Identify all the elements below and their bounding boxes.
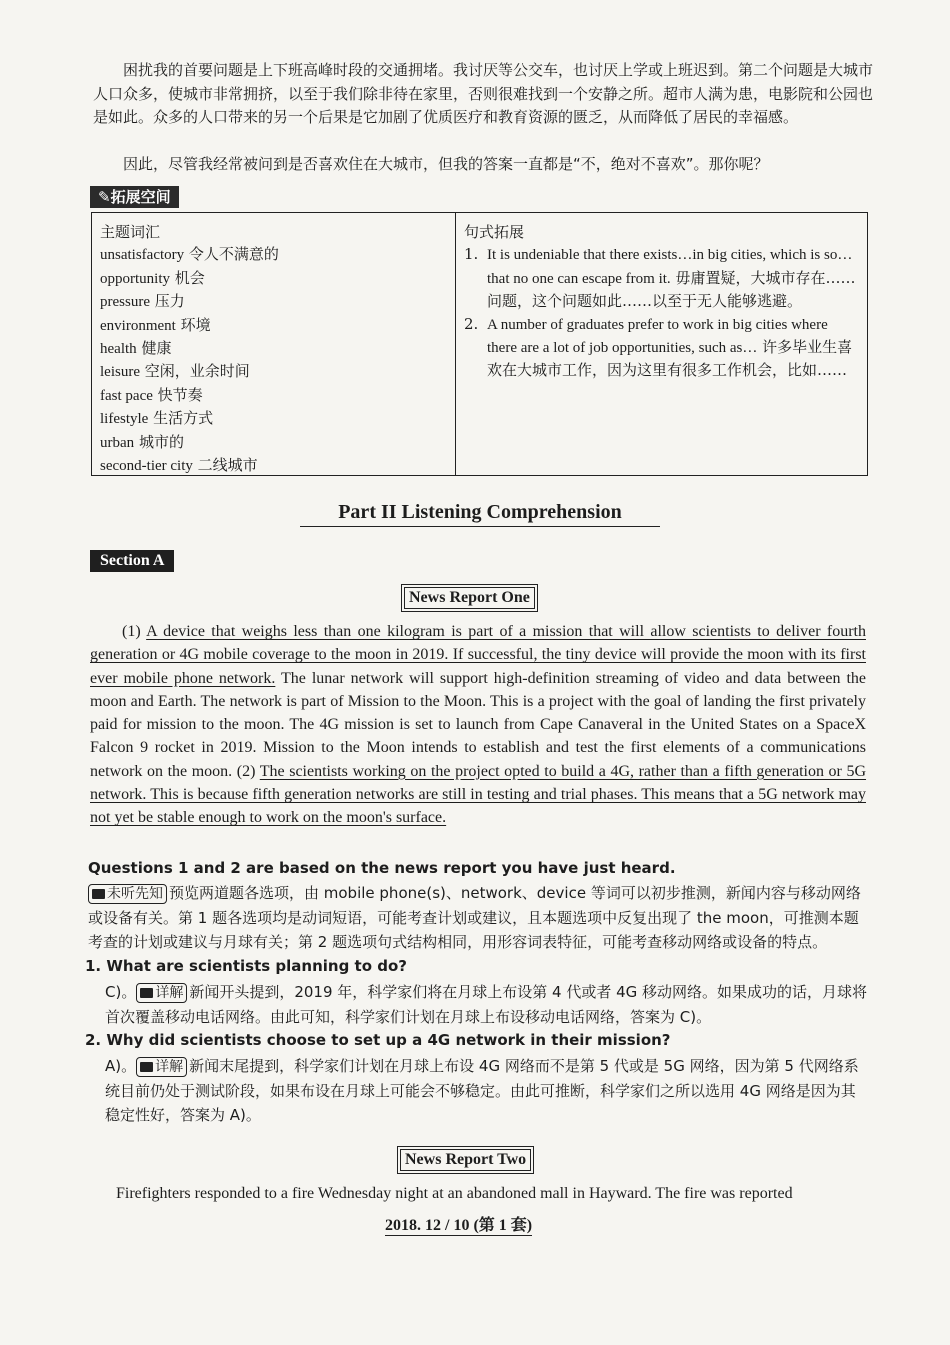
vocab-item [100,407,450,430]
question-2: 2. Why did scientists choose to set up a 4G network in their mission? [85,1031,671,1049]
preview-paragraph [88,881,870,955]
vocab-en: second-tier city [100,458,193,475]
pencil-icon: ✎ [98,188,111,206]
preview-badge-label: 未听先知 [107,886,163,902]
pattern-item [464,243,861,312]
answer-2-text: 新闻末尾提到，科学家们计划在月球上布设 4G 网络而不是第 5 代或是 5G 网络，因为第 5 代网络系统目前仍处于测试阶段，如果布设在月球上可能会不够稳定。由此可推断，科学家们之所以选用 4G 网络是因为其稳定性好，答案为 A)。 [105,1057,859,1124]
preview-text: 预览两道题各选项，由 mobile phone(s)、network、device 等词可以初步推测，新闻内容与移动网络或设备有关。第 1 题各选项均是动词短语，可能考查计划或建议，且本题选项中反复出现了 the moon，可推测本题考查的计划或建议与月球有关；第 2 题选项句式结构相同，用形容词表特征，可能考查移动网络或设备的特点。 [88,884,861,951]
vocab-item [100,243,450,266]
vocab-en: urban [100,434,135,451]
vocab-item [100,314,450,337]
vocab-item [100,337,450,360]
vocab-cn: 令人不满意的 [188,245,279,264]
pattern-title: 句式拓展 [464,223,525,241]
expand-table [91,212,868,476]
pattern-number: 1. [464,245,479,264]
question-1: 1. What are scientists planning to do? [85,957,407,975]
vocab-item [100,384,450,407]
vocab-cn: 压力 [154,292,185,311]
news-report-one-text [90,620,866,830]
vocab-en: pressure [100,294,150,311]
marker-1: (1) [122,623,141,640]
book-icon [140,988,153,998]
vocab-item [100,431,450,454]
preview-badge [88,884,167,904]
news-report-two-body: Firefighters responded to a fire Wednesday night at an abandoned mall in Hayward. The fire was reported [116,1185,793,1202]
vocab-en: lifestyle [100,411,149,428]
pattern-cn: 许多毕业生喜欢在大城市工作，因为这里有很多工作机会，比如…… [487,338,853,380]
answer-1-text: 新闻开头提到，2019 年，科学家们将在月球上布设第 4 代或者 4G 移动网络。如果成功的话，月球将首次覆盖移动电话网络。由此可知，科学家们计划在月球上布设移动电话网络，答案为 C)。 [105,983,868,1026]
section-label: Section A [90,550,174,572]
news-report-two-text [90,1182,880,1206]
pattern-number: 2. [464,314,479,333]
intro-paragraph-2 [93,153,876,177]
vocab-en: health [100,341,137,358]
vocab-en: environment [100,317,176,334]
vocab-list [100,243,450,477]
marker-2: (2) [236,762,256,780]
vocab-cn: 机会 [174,268,205,287]
vocab-en: opportunity [100,270,170,287]
vocab-cn: 生活方式 [153,409,214,428]
detail-badge-1 [136,983,187,1003]
news-report-two-title: News Report Two [400,1149,531,1171]
vocab-cn: 空闲，业余时间 [144,362,250,381]
underlined-sentence-2: The scientists working on the project opted to build a 4G, rather than a fifth generation or 5G network. This is because fifth generation networks are still in testing and trial phases. This means that a 5G network may not yet be stable enough to work on the moon's surface. [90,762,867,827]
detail-badge-2-label: 详解 [155,1059,184,1075]
vocab-cn: 二线城市 [197,456,258,475]
book-icon [140,1062,153,1072]
news-report-one-title: News Report One [404,587,535,609]
vocab-item [100,267,450,290]
underlined-sentence-1: A device that weighs less than one kilogram is part of a mission that will allow scientists to deliver fourth generation or 4G mobile coverage to the moon in 2019. If successful, the tiny device will provide the moon with its first ever mobile phone network. [90,623,866,687]
expand-tag [90,186,179,208]
vocab-cn: 城市的 [138,432,184,451]
answer-1 [105,980,870,1029]
answer-2-letter: A)。 [105,1057,137,1075]
vocab-cn: 健康 [141,339,172,358]
page-footer: 2018. 12 / 10 (第 1 套) [385,1212,532,1236]
vocab-en: fast pace [100,387,153,404]
news-body: The lunar network will support high-definition streaming of video and data between the moon and Earth. The network is part of Mission to the Moon. This is a project with the goal of landing the first privately paid for mission to the moon. The 4G mission is set to launch from Cape Canaveral in the United States on a SpaceX Falcon 9 rocket in 2019. Mission to the Moon intends to establish and test the first elements of a communications network on the moon. [90,669,866,780]
pattern-list [464,243,861,381]
detail-badge-2 [136,1057,187,1077]
vocab-column [100,221,450,477]
vocab-title: 主题词汇 [100,223,161,241]
book-icon [92,889,105,899]
intro-paragraph-1 [93,59,876,130]
intro-paragraph-2-text: 因此，尽管我经常被问到是否喜欢住在大城市，但我的答案一直都是“不，绝对不喜欢”。那你呢？ [123,155,769,173]
part-title: Part II Listening Comprehension [300,501,660,527]
pattern-column [455,213,869,475]
pattern-cn: 毋庸置疑，大城市存在……问题，这个问题如此……以至于无人能够逃避。 [487,268,856,311]
detail-badge-1-label: 详解 [155,985,184,1001]
expand-tag-label: 拓展空间 [110,188,171,206]
intro-paragraph-1-text: 困扰我的首要问题是上下班高峰时段的交通拥堵。我讨厌等公交车，也讨厌上学或上班迟到。第二个问题是大城市人口众多，使城市非常拥挤，以至于我们除非待在家里，否则很难找到一个安静之所。超市人满为患，电影院和公园也是如此。众多的人口带来的另一个后果是它加剧了优质医疗和教育资源的匮乏，从而降低了居民的幸福感。 [93,61,874,126]
answer-1-letter: C)。 [105,983,137,1001]
pattern-item [464,313,861,382]
vocab-cn: 快节奏 [157,385,203,404]
vocab-cn: 环境 [180,315,211,334]
vocab-en: leisure [100,364,140,381]
pattern-en: A number of graduates prefer to work in big cities where there are a lot of job opportunities, such as… [487,316,828,357]
questions-intro: Questions 1 and 2 are based on the news report you have just heard. [88,859,676,877]
vocab-item [100,360,450,383]
answer-2 [105,1054,870,1128]
pattern-en: It is undeniable that there exists…in big cities, which is so…that no one can escape from it. [487,247,853,287]
vocab-item [100,454,450,477]
vocab-en: unsatisfactory [100,247,185,264]
vocab-item [100,290,450,313]
